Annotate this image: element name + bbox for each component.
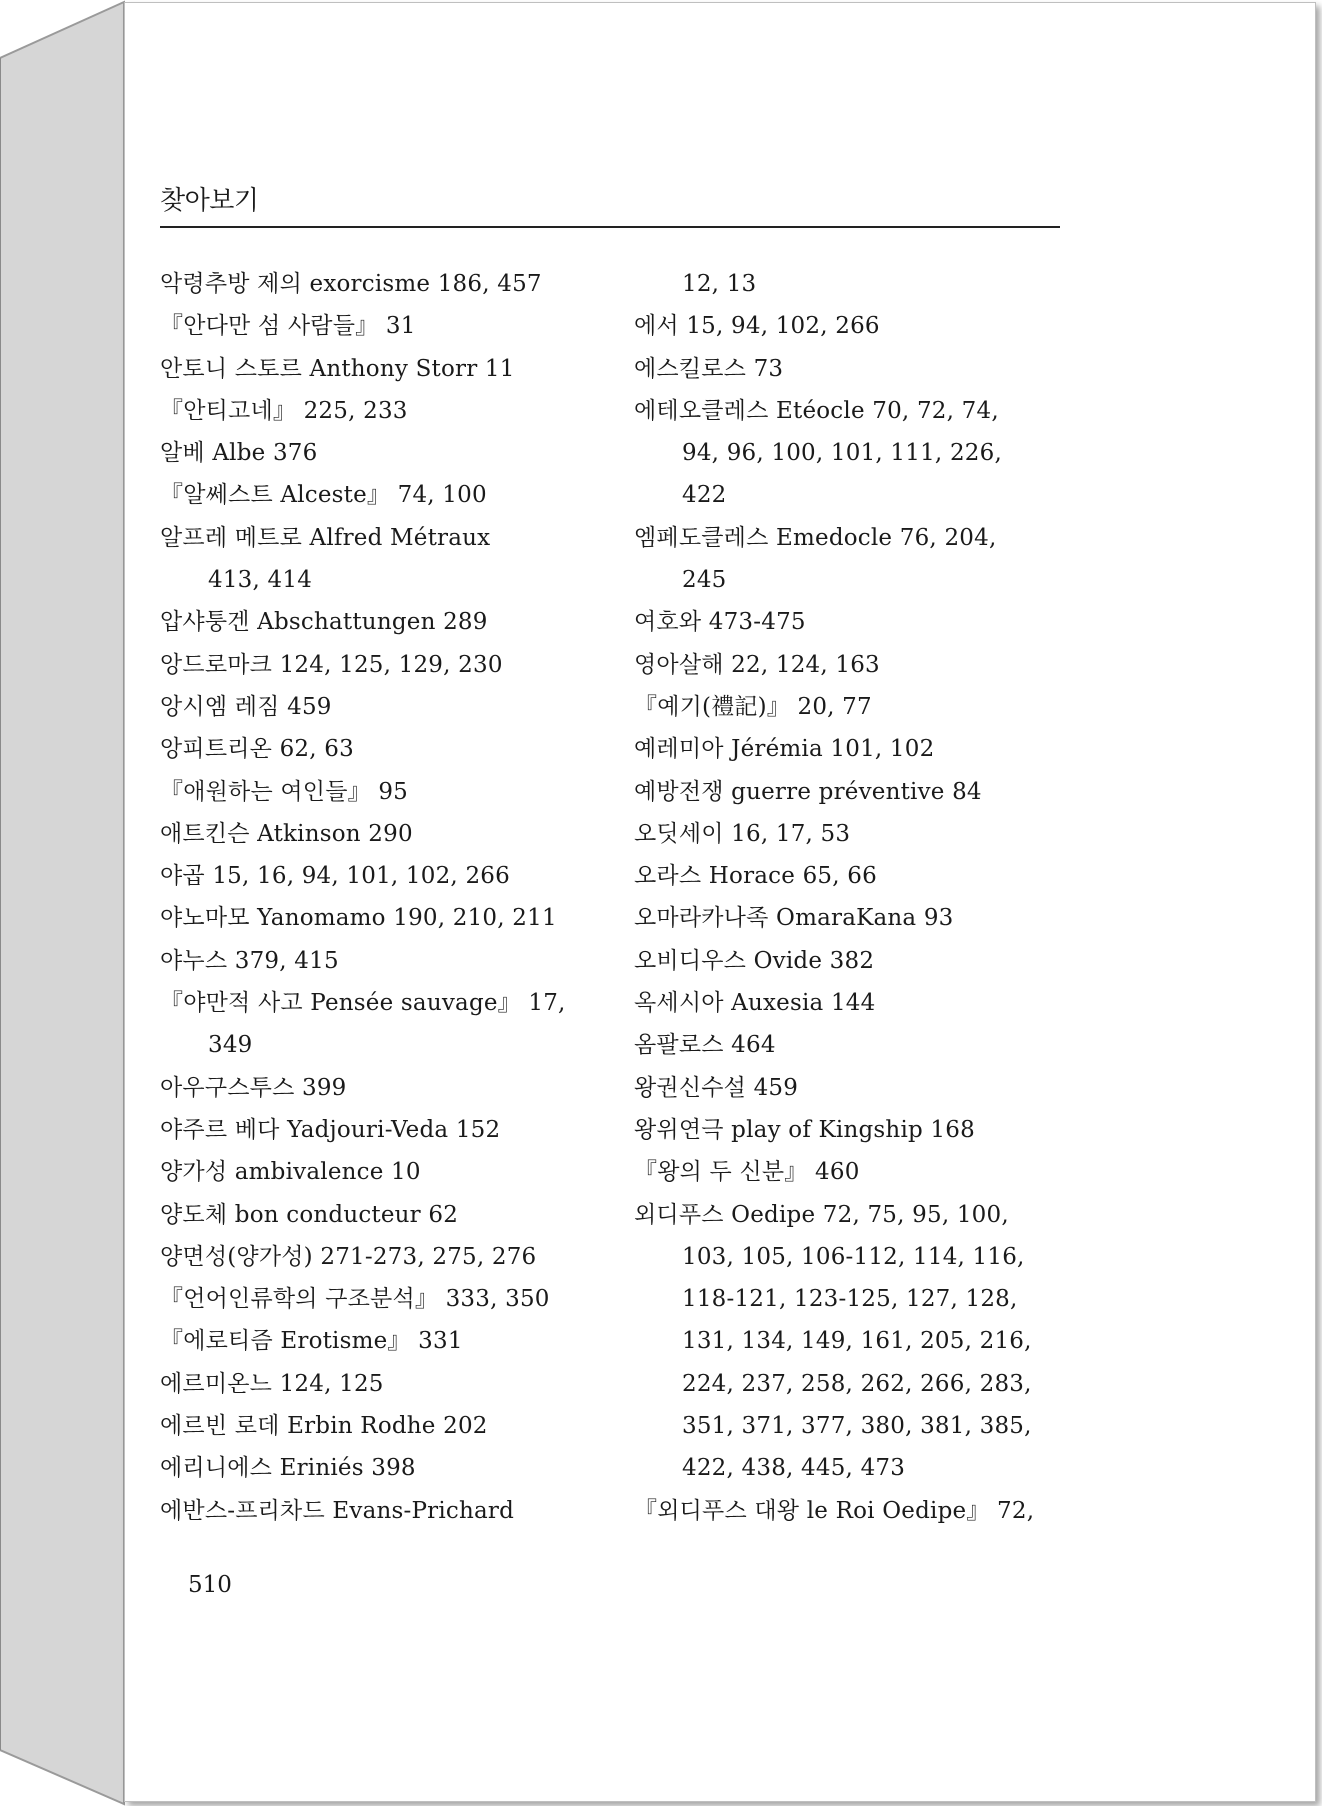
index-column-right [634, 263, 1062, 1532]
index-entry: 악령추방 제의 exorcisme 186, 457 [160, 271, 542, 297]
index-entry-continuation: 103, 105, 106-112, 114, 116, [682, 1243, 1025, 1270]
index-entry: 알프레 메트로 Alfred Métraux [160, 524, 491, 551]
index-entry: 『안티고네』 225, 233 [160, 397, 408, 424]
index-entry: 에르미온느 124, 125 [160, 1370, 384, 1397]
index-entry: 옥세시아 Auxesia 144 [634, 990, 876, 1017]
index-entry: 에르빈 로데 Erbin Rodhe 202 [160, 1413, 488, 1440]
index-column-left [160, 263, 600, 1532]
index-entry: 양가성 ambivalence 10 [160, 1159, 421, 1186]
index-entry: 야주르 베다 Yadjouri-Veda 152 [160, 1116, 501, 1143]
index-entry: 『왕의 두 신분』 460 [634, 1159, 860, 1186]
index-entry: 양도체 bon conducteur 62 [160, 1201, 459, 1228]
index-entry: 영아살해 22, 124, 163 [634, 651, 880, 678]
index-entry-continuation: 224, 237, 258, 262, 266, 283, [682, 1370, 1032, 1397]
index-entry: 외디푸스 Oedipe 72, 75, 95, 100, [634, 1201, 1009, 1228]
index-entry: 엠페도클레스 Emedocle 76, 204, [634, 524, 997, 551]
index-entry: 안토니 스토르 Anthony Storr 11 [160, 355, 515, 382]
page-heading: 찾아보기 [160, 186, 259, 216]
index-entry: 『안다만 섬 사람들』 31 [160, 313, 416, 340]
index-entry: 『에로티즘 Erotisme』 331 [160, 1328, 463, 1355]
index-entry: 야누스 379, 415 [160, 947, 339, 974]
index-entry: 『야만적 사고 Pensée sauvage』 17, [160, 990, 566, 1017]
index-entry-continuation: 245 [682, 567, 727, 594]
index-entry-continuation: 351, 371, 377, 380, 381, 385, [682, 1413, 1032, 1440]
index-entry: 에스킬로스 73 [634, 355, 784, 382]
index-entry: 에반스-프리차드 Evans-Prichard [160, 1497, 515, 1524]
index-entry: 알베 Albe 376 [160, 440, 318, 467]
index-entry-continuation: 422 [682, 482, 727, 509]
heading-rule [160, 226, 1060, 228]
index-entry-continuation: 413, 414 [208, 567, 313, 594]
index-entry: 예방전쟁 guerre préventive 84 [634, 778, 982, 805]
index-entry: 애트킨슨 Atkinson 290 [160, 820, 413, 847]
index-entry: 오비디우스 Ovide 382 [634, 947, 875, 974]
index-entry: 『언어인류학의 구조분석』 333, 350 [160, 1286, 550, 1313]
index-entry: 앙시엠 레짐 459 [160, 693, 332, 720]
index-entry: 『예기(禮記)』 20, 77 [634, 693, 872, 720]
index-entry: 에서 15, 94, 102, 266 [634, 313, 880, 340]
index-entry-continuation: 131, 134, 149, 161, 205, 216, [682, 1328, 1032, 1355]
index-entry-continuation: 94, 96, 100, 101, 111, 226, [682, 440, 1002, 467]
index-entry: 압샤퉁겐 Abschattungen 289 [160, 609, 488, 636]
index-entry: 왕권신수설 459 [634, 1074, 799, 1101]
index-entry: 에테오클레스 Etéocle 70, 72, 74, [634, 397, 999, 424]
index-entry: 오마라카나족 OmaraKana 93 [634, 905, 954, 932]
index-entry-continuation: 118-121, 123-125, 127, 128, [682, 1286, 1018, 1313]
index-entry: 앙드로마크 124, 125, 129, 230 [160, 651, 503, 678]
index-entry: 야곱 15, 16, 94, 101, 102, 266 [160, 863, 510, 890]
index-entry: 오라스 Horace 65, 66 [634, 863, 877, 890]
index-entry: 아우구스투스 399 [160, 1074, 347, 1101]
index-entry: 예레미아 Jérémia 101, 102 [634, 736, 935, 763]
index-entry: 『애원하는 여인들』 95 [160, 778, 409, 805]
index-entry: 왕위연극 play of Kingship 168 [634, 1116, 975, 1143]
index-entry: 에리니에스 Eriniés 398 [160, 1455, 416, 1482]
index-entry-continuation: 12, 13 [682, 271, 757, 297]
index-entry: 야노마모 Yanomamo 190, 210, 211 [160, 905, 557, 932]
index-entry-continuation: 349 [208, 1032, 253, 1059]
index-entry: 오딧세이 16, 17, 53 [634, 820, 851, 847]
index-entry: 앙피트리온 62, 63 [160, 736, 354, 763]
index-entry: 『알쎄스트 Alceste』 74, 100 [160, 482, 487, 509]
index-entry: 여호와 473-475 [634, 609, 806, 636]
index-entry: 옴팔로스 464 [634, 1032, 776, 1059]
index-entry-continuation: 422, 438, 445, 473 [682, 1455, 906, 1482]
index-entry: 『외디푸스 대왕 le Roi Oedipe』 72, [634, 1497, 1035, 1524]
page-number: 510 [188, 1572, 232, 1598]
index-entry: 양면성(양가성) 271-273, 275, 276 [160, 1243, 537, 1270]
